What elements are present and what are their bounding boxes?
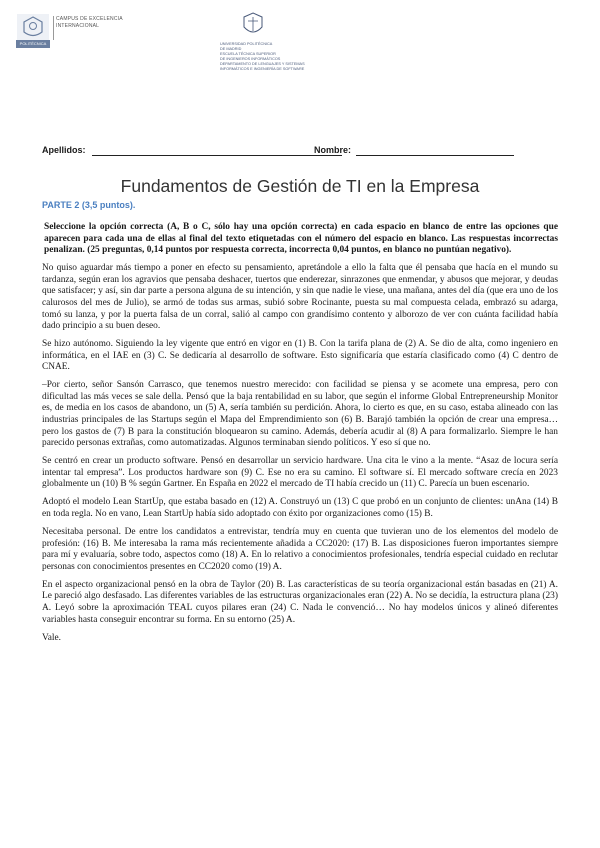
name-label: Nombre: [314,145,352,155]
institution-line: UNIVERSIDAD POLITÉCNICA [220,42,273,46]
paragraph: Se centró en crear un producto software. Pensó en desarrollar un servicio hardware. Una cita le vino a la mente. “Asaz de locura sería intentar tal empresa”. Los productos hardware son (9) C. Ese no era su camino. El software sí. El mercado software crecía en 2023 globalmente un (10) B % según Gartner. En España en 2022 el mercado de TI había crecido un (11) C. Parecía un buen escenario. [42,456,558,490]
upm-campus-logo [16,14,136,48]
institution-line: INFORMÁTICOS E INGENIERÍA DE SOFTWARE [220,67,305,71]
document-title: Fundamentos de Gestión de TI en la Empresa [120,176,480,196]
paragraph: Se hizo autónomo. Siguiendo la ley vigente que entró en vigor en (1) B. Con la tarifa plana de (2) A. Se dio de alta, como ingeniero en informática, en el IAE en (3) C. Se dedicaría al desarrollo de software. Esto significaría que estaría clasificado como (4) C dentro de CNAE. [42,339,558,373]
instructions: Seleccione la opción correcta (A, B o C, sólo hay una opción correcta) en cada espacio en blanco de entre las opciones que aparecen para cada una de ellas al final del texto etiquetadas con el número del espacio en blanco. Las respuestas incorrectas penalizan. (25 preguntas, 0,14 puntos por respuesta correcta, incorrecta 0,04 puntos, en blanco no puntúan negativo). [44,222,558,256]
exam-body [42,222,558,651]
logo-bar-label: POLITÉCNICA [16,40,50,48]
paragraph: En el aspecto organizacional pensó en la obra de Taylor (20) B. Las características de su teoría organizacional están basadas en (21) A. Le pareció algo desfasado. Las diferentes variables de las estructuras organizacionales eran (22) A. No se decidía, la estructura plana (23) A. Leyó sobre la aproximación TEAL cuyos pilares eran (24) C. Nada le convenció… No hay modelos únicos y alineó diferentes variables hasta conseguir encontrar su forma. En su entorno (25) A. [42,579,558,625]
logo-divider [53,16,54,40]
institution-line: DEPARTAMENTO DE LENGUAJES Y SISTEMAS [220,62,305,66]
paragraph: No quiso aguardar más tiempo a poner en efecto su pensamiento, apretándole a ello la falta que él pensaba que hacía en el mundo su tardanza, según eran los agravios que pensaba deshacer, tuertos que enderezar, sinrazones que enmendar, y abusos que mejorar, y deudas que satisfacer; y así, sin dar parte a persona alguna de su intención, y sin que nadie le viese, una mañana, antes del día (que era uno de los calurosos del mes de Julio), se armó de todas sus armas, subió sobre Rocinante, puesta su mal compuesta celada, embrazó su adarga, tomó su lanza, y por la puerta falsa de un corral, salió al campo con grandísimo contento y alborozo de ver con cuánta facilidad había dado principio a su buen deseo. [42,263,558,332]
name-field[interactable] [356,155,514,156]
paragraph: Necesitaba personal. De entre los candidatos a entrevistar, tendría muy en cuenta que tuvieran uno de los elementos del modelo de profesión: (16) B. Me interesaba la rama más recientemente añadida a CC2020: (17) B. Las disposiciones fueron importantes siempre para mí y evaluaría, sobre todo, aspectos como (18) A. En lo relativo a conocimientos profesionales, tendría especial cuidado en reclutar personas con conocimientos presentes en CC2020 como (19) A. [42,527,558,572]
etsiinf-logo [220,12,380,72]
institution-line: ESCUELA TÉCNICA SUPERIOR [220,52,276,56]
paragraph: –Por cierto, señor Sansón Carrasco, que tenemos nuestro merecido: con facilidad se piensa y se acomete una empresa, pero con dificultad las más veces se sale della. Pensó que la baja rentabilidad en su labor, que según el informe Global Entrepreneurship Monitor es, de media en los casos de abandono, un (5) A, sería también su perdición. Ahora, lo cierto es que, en su caso, estaba alineado con las industrias principales de las Startups según el Mapa del Emprendimiento son (6) B. Barajó también la opción de crear una empresa… pero los gastos de (7) B para la constitución bloquearon su camino. Además, debería acudir al (8) A para formalizarlo. Siempre le han parecido personas extrañas, como automatizadas. Algunos terminaban siendo políticos. Y eso sí que no. [42,380,558,449]
part-heading: PARTE 2 (3,5 puntos). [42,200,136,210]
crest-icon [242,12,264,38]
institution-line: DE MADRID [220,47,242,51]
surname-label: Apellidos: [42,145,86,155]
paragraph: Vale. [42,632,62,643]
paragraph: Adoptó el modelo Lean StartUp, que estaba basado en (12) A. Construyó un (13) C que probó en un conjunto de clientes: unAna (14) B en toda regla. No en vano, Lean StartUp había sido adoptado con éxito por organizaciones como (15) B. [42,497,558,520]
student-fields [42,145,522,157]
surname-field[interactable] [92,155,342,156]
campus-label: CAMPUS DE EXCELENCIA INTERNACIONAL [56,16,123,29]
institution-lines [220,42,380,72]
institution-line: DE INGENIEROS INFORMÁTICOS [220,57,281,61]
